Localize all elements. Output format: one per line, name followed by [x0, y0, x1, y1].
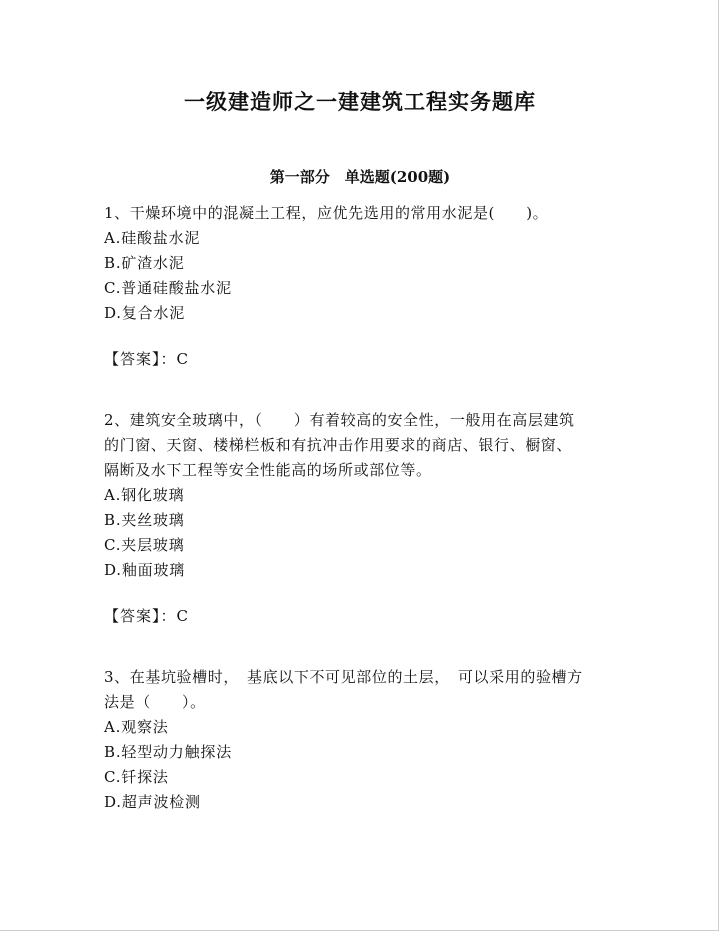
- option-b: B.轻型动力触探法: [104, 743, 232, 761]
- question-stem-line: 3、在基坑验槽时， 基底以下不可见部位的土层， 可以采用的验槽方: [104, 668, 583, 686]
- option-c: C.夹层玻璃: [104, 536, 185, 554]
- option-a: A.钢化玻璃: [104, 486, 185, 504]
- option-b: B.夹丝玻璃: [104, 511, 185, 529]
- question-stem-line: 隔断及水下工程等安全性能高的场所或部位等。: [104, 461, 432, 479]
- answer-2: 【答案】：C: [104, 607, 189, 625]
- answer-1: 【答案】：C: [104, 350, 189, 368]
- question-2: [104, 408, 624, 583]
- question-stem-line: 法是（ ）。: [104, 693, 206, 711]
- option-d: D.复合水泥: [104, 304, 186, 322]
- option-c: C.普通硅酸盐水泥: [104, 279, 232, 297]
- option-d: D.超声波检测: [104, 793, 201, 811]
- option-a: A.硅酸盐水泥: [104, 229, 201, 247]
- question-3: [104, 665, 624, 815]
- question-1: [104, 201, 624, 326]
- option-d: D.釉面玻璃: [104, 561, 186, 579]
- option-a: A.观察法: [104, 718, 169, 736]
- question-stem-line: 的门窗、天窗、楼梯栏板和有抗冲击作用要求的商店、银行、橱窗、: [104, 436, 573, 454]
- question-stem: 1、干燥环境中的混凝土工程，应优先选用的常用水泥是( )。: [104, 204, 549, 222]
- document-title: 一级建造师之一建建筑工程实务题库: [184, 89, 536, 114]
- section-heading: 第一部分 单选题(200题): [269, 168, 451, 186]
- option-b: B.矿渣水泥: [104, 254, 185, 272]
- question-stem-line: 2、建筑安全玻璃中，（ ）有着较高的安全性，一般用在高层建筑: [104, 411, 575, 429]
- option-c: C.钎探法: [104, 768, 169, 786]
